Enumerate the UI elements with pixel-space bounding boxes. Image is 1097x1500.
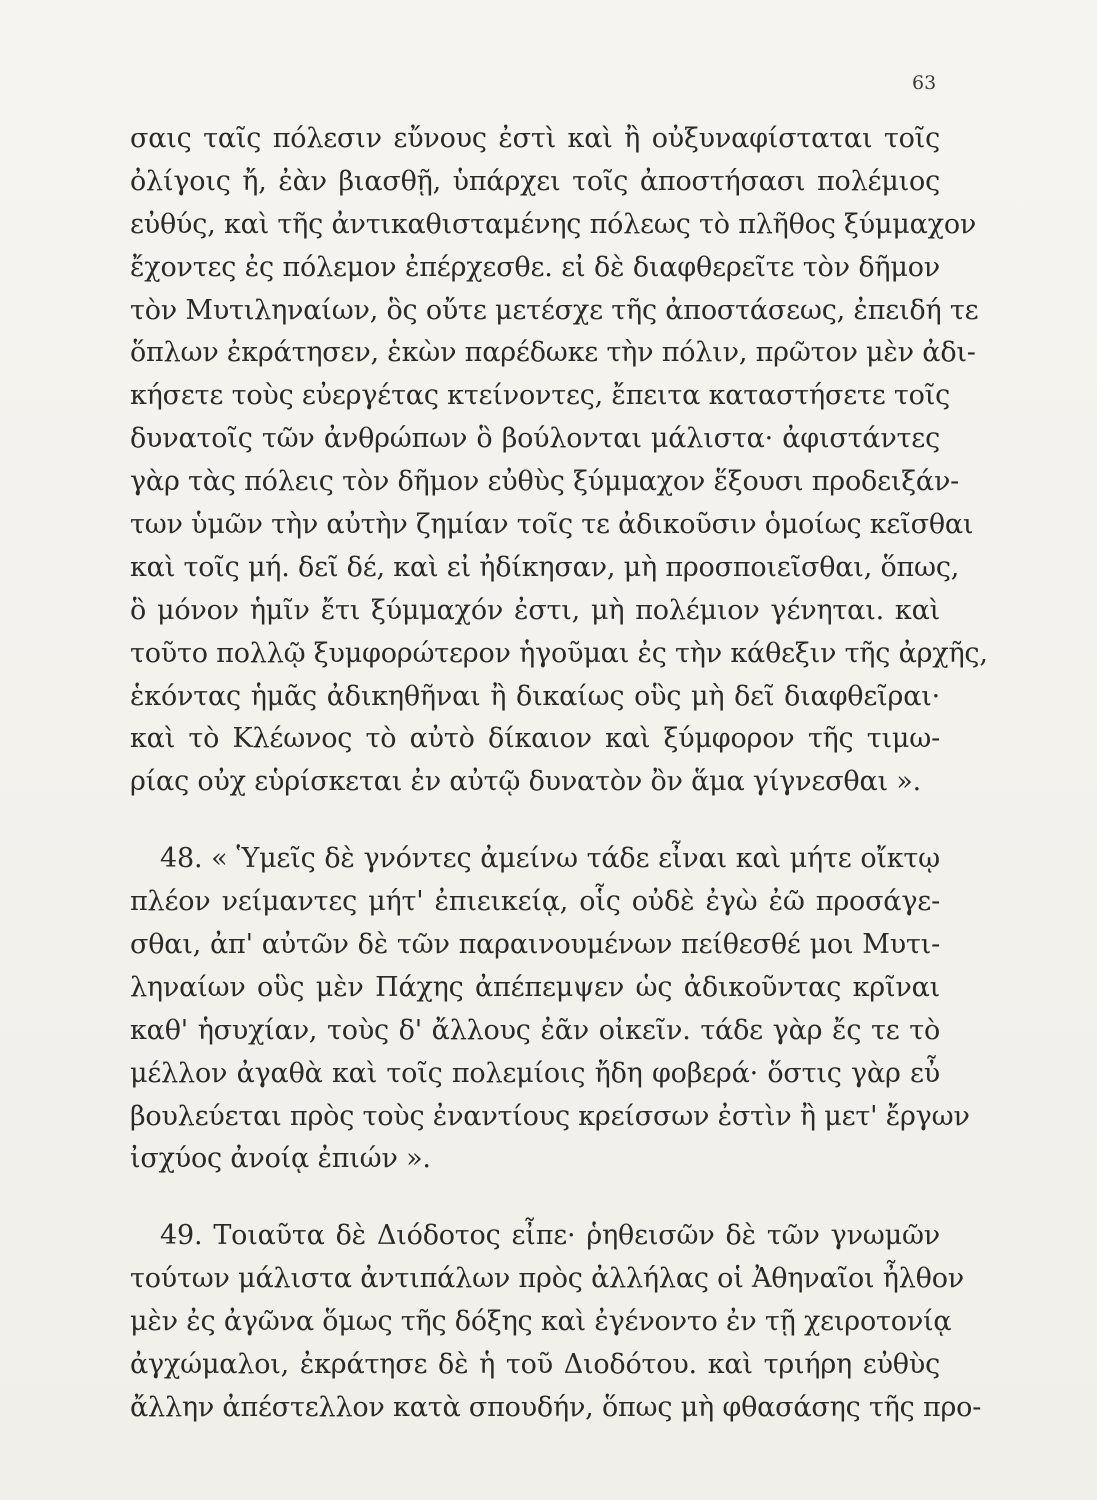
- text-line: καὶ τὸ Κλέωνος τὸ αὐτὸ δίκαιον καὶ ξύμφορον τῆς τιμω-: [130, 723, 940, 755]
- paragraph-continuation: [130, 118, 988, 804]
- text-line: ἑκόντας ἡμᾶς ἀδικηθῆναι ἢ δικαίως οὓς μὴ δεῖ διαφθεῖραι·: [130, 680, 940, 712]
- text-line: τοῦτο πολλῷ ξυμφορώτερον ἡγοῦμαι ἐς τὴν κάθεξιν τῆς ἀρχῆς,: [130, 637, 988, 669]
- text-line: ἰσχύος ἀνοίᾳ ἐπιών ».: [130, 1143, 431, 1175]
- text-line: καὶ τοῖς μή. δεῖ δέ, καὶ εἰ ἠδίκησαν, μὴ προσποιεῖσθαι, ὅπως,: [130, 551, 960, 583]
- text-line: ἔχοντες ἐς πόλεμον ἐπέρχεσθε. εἰ δὲ διαφθερεῖτε τὸν δῆμον: [130, 251, 940, 283]
- text-line: μέλλον ἀγαθὰ καὶ τοῖς πολεμίοις ἤδη φοβερά· ὅστις γὰρ εὖ: [130, 1057, 940, 1089]
- text-block: [130, 118, 988, 1430]
- text-line: ὀλίγοις ἤ, ἐὰν βιασθῇ, ὑπάρχει τοῖς ἀποστήσασι πολέμιος: [130, 165, 940, 197]
- text-line: ρίας οὐχ εὑρίσκεται ἐν αὐτῷ δυνατὸν ὂν ἅμα γίγνεσθαι ».: [130, 766, 921, 798]
- text-line: ἀγχώμαλοι, ἐκράτησε δὲ ἡ τοῦ Διοδότου. καὶ τριήρη εὐθὺς: [130, 1349, 940, 1381]
- text-line: τούτων μάλιστα ἀντιπάλων πρὸς ἀλλήλας οἱ Ἀθηναῖοι ἦλθον: [130, 1263, 964, 1295]
- text-line: κήσετε τοὺς εὐεργέτας κτείνοντες, ἔπειτα καταστήσετε τοῖς: [130, 380, 951, 412]
- text-line: καθ' ἡσυχίαν, τοὺς δ' ἄλλους ἐᾶν οἰκεῖν. τάδε γὰρ ἔς τε τὸ: [130, 1014, 940, 1046]
- paragraph-48: [130, 838, 970, 1181]
- text-line: σθαι, ἀπ' αὐτῶν δὲ τῶν παραινουμένων πείθεσθέ μοι Μυτι-: [130, 929, 940, 961]
- text-line: τὸν Μυτιληναίων, ὃς οὔτε μετέσχε τῆς ἀποστάσεως, ἐπειδή τε: [130, 294, 979, 326]
- text-line: 48. « Ὑμεῖς δὲ γνόντες ἀμείνω τάδε εἶναι καὶ μήτε οἴκτῳ: [160, 843, 940, 875]
- text-line: των ὑμῶν τὴν αὐτὴν ζημίαν τοῖς τε ἀδικοῦσιν ὁμοίως κεῖσθαι: [130, 509, 974, 541]
- text-line: βουλεύεται πρὸς τοὺς ἐναντίους κρείσσων ἐστὶν ἢ μετ' ἔργων: [130, 1100, 970, 1132]
- text-line: εὐθύς, καὶ τῆς ἀντικαθισταμένης πόλεως τὸ πλῆθος ξύμμαχον: [130, 208, 977, 240]
- text-line: σαις ταῖς πόλεσιν εὔνους ἐστὶ καὶ ἢ οὐξυναφίσταται τοῖς: [130, 123, 940, 154]
- text-line: πλέον νείμαντες μήτ' ἐπιεικείᾳ, οἷς οὐδὲ ἐγὼ ἐῶ προσάγε-: [130, 886, 940, 918]
- page-number: 63: [912, 72, 937, 94]
- text-line: γὰρ τὰς πόλεις τὸν δῆμον εὐθὺς ξύμμαχον ἕξουσι προδειξάν-: [130, 466, 960, 498]
- text-line: ὅπλων ἐκράτησεν, ἑκὼν παρέδωκε τὴν πόλιν, πρῶτον μὲν ἀδι-: [130, 337, 976, 369]
- text-line: δυνατοῖς τῶν ἀνθρώπων ὃ βούλονται μάλιστα· ἀφιστάντες: [130, 423, 940, 455]
- text-line: 49. Τοιαῦτα δὲ Διόδοτος εἶπε· ῥηθεισῶν δὲ τῶν γνωμῶν: [160, 1220, 940, 1252]
- text-line: ὃ μόνον ἡμῖν ἔτι ξύμμαχόν ἐστι, μὴ πολέμιον γένηται. καὶ: [130, 594, 940, 626]
- text-line: μὲν ἐς ἀγῶνα ὅμως τῆς δόξης καὶ ἐγένοντο ἐν τῇ χειροτονίᾳ: [130, 1306, 952, 1338]
- text-line: ἄλλην ἀπέστελλον κατὰ σπουδήν, ὅπως μὴ φθασάσης τῆς προ-: [130, 1391, 982, 1423]
- text-line: ληναίων οὓς μὲν Πάχης ἀπέπεμψεν ὡς ἀδικοῦντας κρῖναι: [130, 971, 940, 1003]
- paragraph-49: [130, 1215, 982, 1429]
